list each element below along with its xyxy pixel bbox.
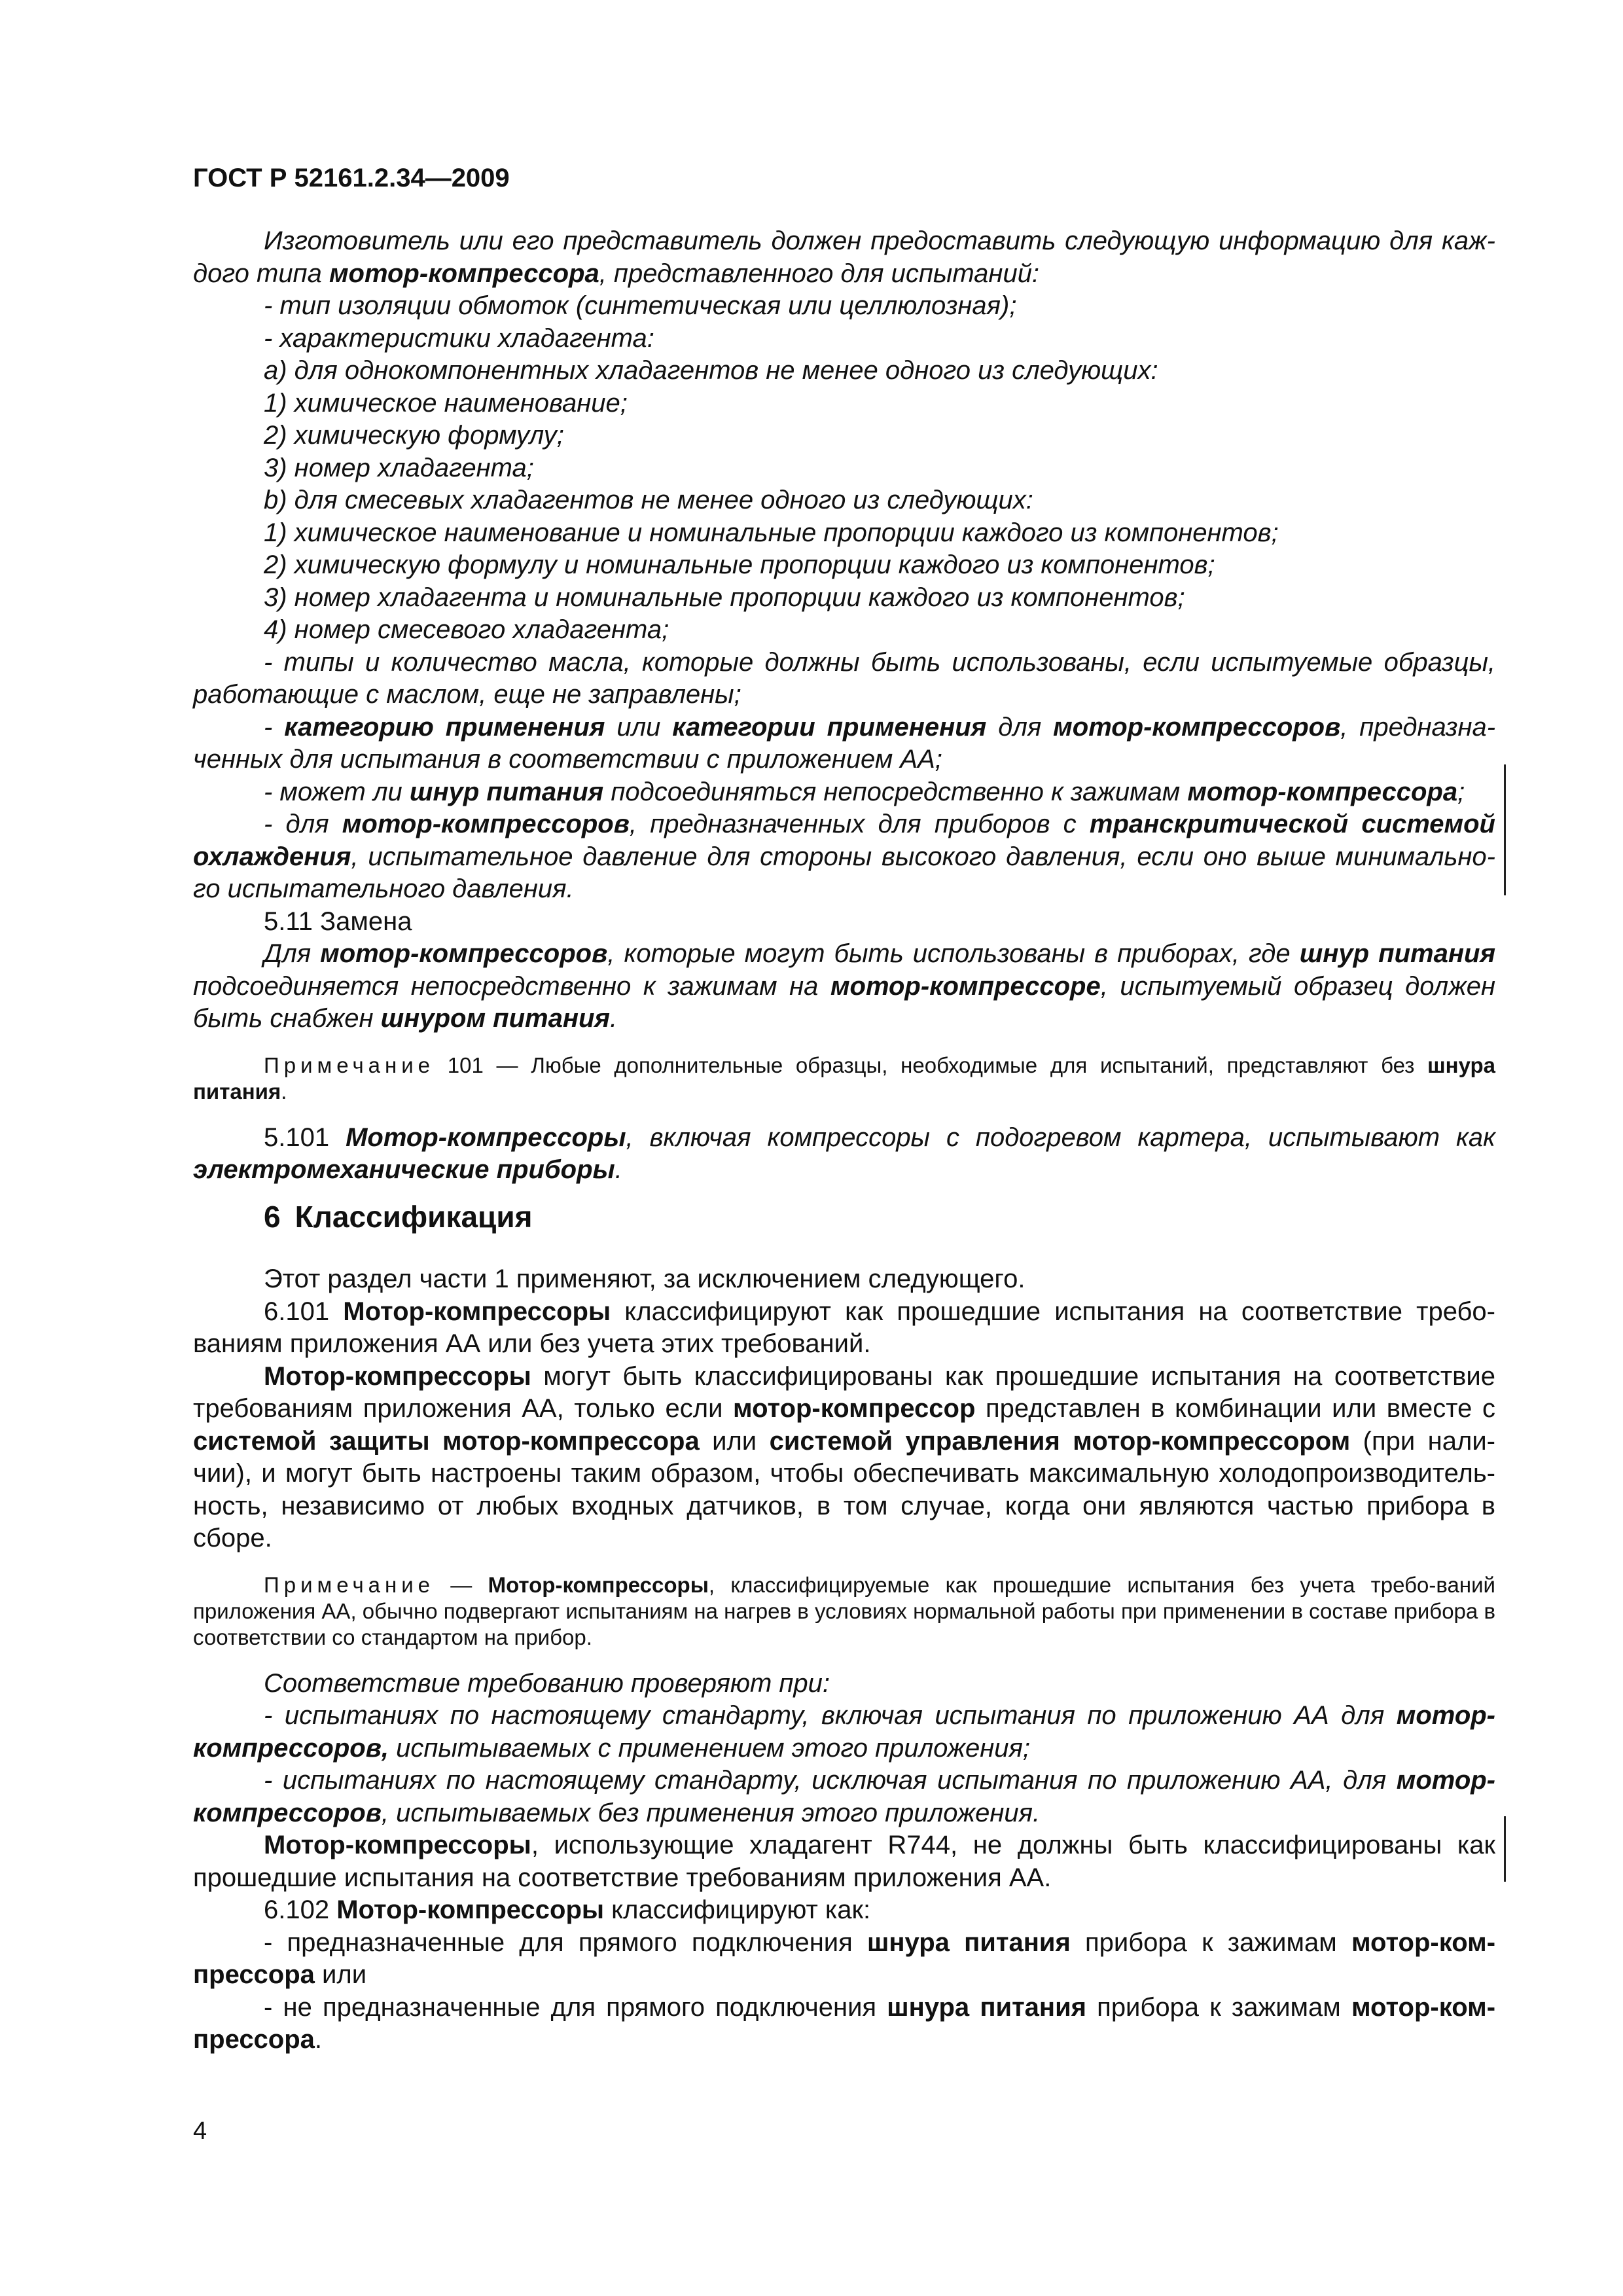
list-item: 4) номер смесевого хладагента; (264, 615, 669, 644)
list-item: 2) химическую формулу и номинальные пропорции каждого из компонентов; (264, 550, 1215, 579)
list-item: - для мотор-компрессоров, предназначенных для приборов с транскритической системой охлаждения, испытательное давление для стороны высокого давления, если оно выше минимально-го испытательного давления. (193, 810, 1495, 903)
clause-5-101: 5.101 Мотор-компрессоры, включая компрессоры с подогревом картера, испытывают как электромеханические приборы. (193, 1122, 1495, 1184)
list-item: - испытаниях по настоящему стандарту, включая испытания по приложению АА для мотор-компрессоров, испытываемых с применением этого приложения; (193, 1701, 1495, 1763)
list-item: 1) химическое наименование; (264, 388, 628, 418)
document-header: ГОСТ Р 52161.2.34—2009 (193, 164, 510, 192)
list-item: - тип изоляции обмоток (синтетическая или целлюлозная); (264, 291, 1017, 320)
clause-6-101: 6.101 Мотор-компрессоры классифицируют как прошедшие испытания на соответствие требо-ваниям приложения АА или без учета этих требований. (193, 1297, 1495, 1358)
section-5-text (193, 225, 1495, 1187)
list-item: a) для однокомпонентных хладагентов не менее одного из следующих: (264, 356, 1158, 385)
note-101: Примечание 101 — Любые дополнительные образцы, необходимые для испытаний, представляют без шнура питания. (193, 1052, 1495, 1103)
page-number: 4 (193, 2117, 207, 2145)
list-item: 3) номер хладагента и номинальные пропорции каждого из компонентов; (264, 583, 1185, 612)
list-item: 2) химическую формулу; (264, 421, 564, 450)
revision-bar (1504, 1816, 1506, 1882)
clause-5-11-heading: 5.11 Замена (264, 906, 412, 936)
list-item: 1) химическое наименование и номинальные пропорции каждого из компонентов; (264, 518, 1279, 547)
section-title: 6 Классификация (264, 1200, 533, 1234)
list-item: - не предназначенные для прямого подключения шнура питания прибора к зажимам мотор-ком-прессора. (193, 1992, 1496, 2054)
clause-6-102: 6.102 Мотор-компрессоры классифицируют как: (264, 1895, 871, 1924)
list-item: b) для смесевых хладагентов не менее одного из следующих: (264, 486, 1033, 514)
list-item: - может ли шнур питания подсоединяться непосредственно к зажимам мотор-компрессора; (264, 777, 1465, 806)
section-6-intro: Этот раздел части 1 применяют, за исключением следующего. (264, 1265, 1026, 1293)
intro-paragraph: Изготовитель или его представитель должен предоставить следующую информацию для каж-дого типа мотор-компрессора, представленного для испытаний: (193, 226, 1495, 288)
list-item: 3) номер хладагента; (264, 453, 534, 482)
list-item: - предназначенные для прямого подключения шнура питания прибора к зажимам мотор-ком-прессора или (193, 1928, 1496, 1989)
note: Примечание — Мотор-компрессоры, классифицируемые как прошедшие испытания без учета требо-ваний приложения АА, обычно подвергают испытаниям на нагрев в условиях нормальной работы при применении в составе прибора в соответствии со стандартом на прибор. (193, 1572, 1495, 1649)
list-item: - характеристики хладагента: (264, 323, 654, 353)
revision-bar (1504, 764, 1506, 895)
list-item: - типы и количество масла, которые должны быть использованы, если испытуемые образцы, работающие с маслом, еще не заправлены; (193, 647, 1495, 709)
section-6-heading (193, 1199, 1495, 1234)
classification-paragraph: Мотор-компрессоры могут быть классифицированы как прошедшие испытания на соответствие требованиям приложения АА, только если мотор-компрессор представлен в комбинации или вместе с системой защиты мотор-компрессора или системой управления мотор-компрессором (при нали-чии), и могут быть настроены таким образом, чтобы обеспечивать максимальную холодопроизводитель-ность, независимо от любых входных датчиков, в том случае, когда они являются частью прибора в сборе. (193, 1361, 1495, 1552)
compliance-heading: Соответствие требованию проверяют при: (264, 1668, 830, 1698)
list-item: - категорию применения или категории применения для мотор-компрессоров, предназна-ченных для испытания в соответствии с приложением АА; (193, 712, 1496, 774)
r744-paragraph: Мотор-компрессоры, использующие хладагент R744, не должны быть классифицированы как прошедшие испытания на соответствие требованиям приложения АА. (193, 1831, 1495, 1892)
section-6-text (193, 1263, 1495, 2056)
replacement-paragraph: Для мотор-компрессоров, которые могут быть использованы в приборах, где шнур питания подсоединяется непосредственно к зажимам на мотор-компрессоре, испытуемый образец должен быть снабжен шнуром питания. (193, 939, 1495, 1033)
list-item: - испытаниях по настоящему стандарту, исключая испытания по приложению АА, для мотор-компрессоров, испытываемых без применения этого приложения. (193, 1766, 1495, 1827)
